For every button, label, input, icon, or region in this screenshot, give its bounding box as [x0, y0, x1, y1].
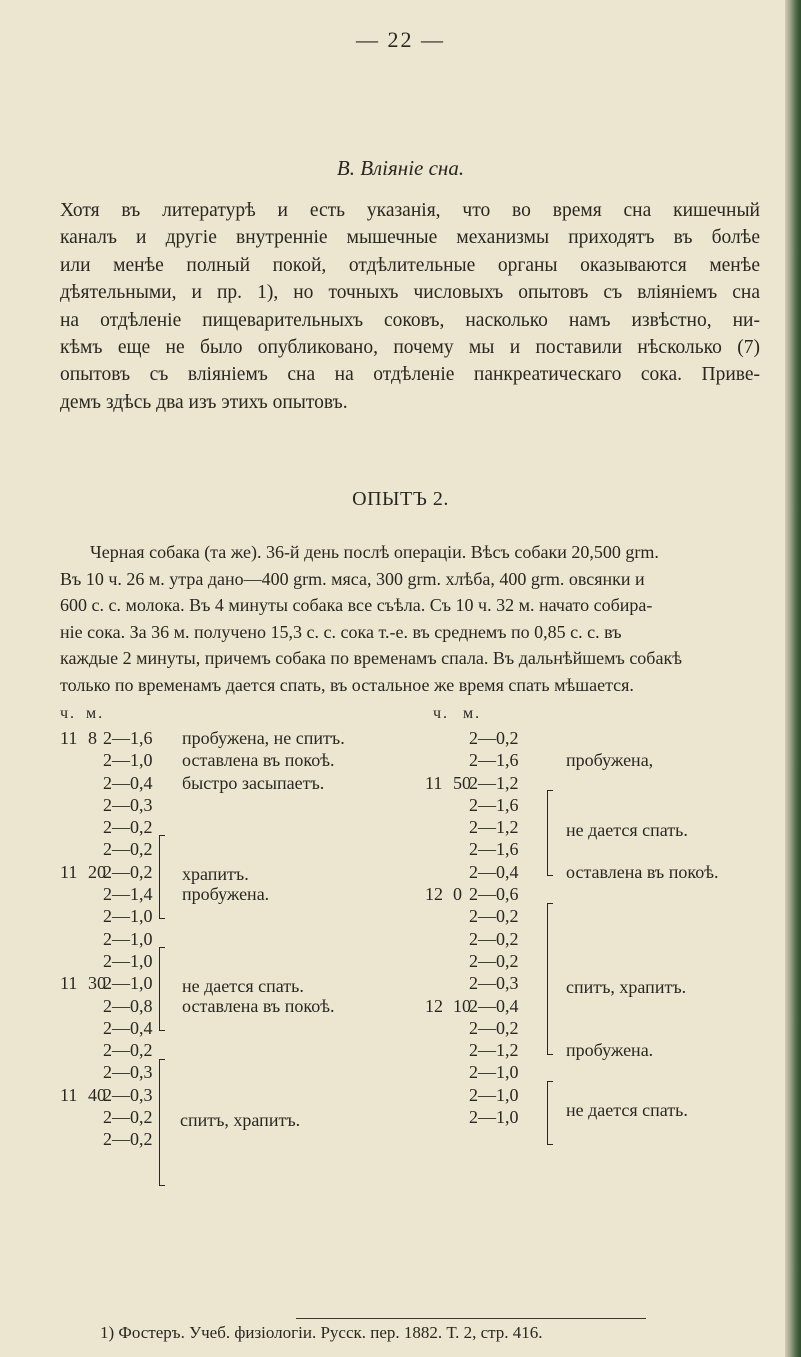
table-row [425, 794, 770, 816]
secretion-value: 2—1,6 [469, 750, 519, 771]
secretion-value: 2—0,2 [103, 1107, 153, 1128]
table-row [60, 995, 380, 1017]
time-minutes: 10 [453, 995, 471, 1016]
secretion-value: 2—0,2 [469, 1017, 519, 1038]
page-number: — 22 — [356, 27, 445, 52]
table-row [425, 861, 770, 883]
table-row [425, 727, 770, 749]
time-minutes: 20 [88, 861, 106, 882]
right-brace-no-sleep-2 [547, 1082, 554, 1144]
intro-line: кѣмъ еще не было опубликовано, почему мы и поставили нѣсколько (7) [60, 336, 760, 358]
intro-line: дѣятельными, и пр. 1), но точныхъ числовыхъ опытовъ съ вліяніемъ сна [60, 282, 760, 304]
table-row [60, 1128, 380, 1150]
right-group-label: спитъ, храпитъ. [566, 977, 687, 997]
secretion-value: 2—0,4 [103, 772, 153, 793]
secretion-value: 2—0,2 [469, 950, 519, 971]
secretion-value: 2—0,8 [103, 995, 153, 1016]
table-row [425, 1017, 770, 1039]
table-row [60, 1039, 380, 1061]
secretion-value: 2—0,2 [103, 839, 153, 860]
time-hours: 12 [425, 884, 443, 905]
left-brace-sleeping [159, 1060, 166, 1185]
time-hours: 11 [60, 728, 78, 748]
secretion-value: 2—0,2 [103, 1040, 153, 1061]
footnote-divider [296, 1318, 646, 1319]
secretion-value: 2—0,2 [103, 817, 153, 838]
experiment-line: Въ 10 ч. 26 м. утра дано—400 grm. мяса, 300 grm. хлѣба, 400 grm. овсянки и [60, 568, 645, 589]
secretion-value: 2—1,0 [469, 1107, 519, 1128]
footnote: 1) Фостеръ. Учеб. физіологіи. Русск. пер. 1882. Т. 2, стр. 416. [100, 1323, 543, 1342]
table-row [60, 950, 380, 972]
table-row [425, 749, 770, 771]
secretion-value: 2—1,2 [469, 1040, 519, 1061]
left-group-label: спитъ, храпитъ. [180, 1110, 301, 1130]
secretion-value: 2—0,3 [103, 1084, 153, 1105]
time-hours: 11 [60, 973, 78, 994]
intro-line: или менѣе полный покой, отдѣлительные органы оказываются менѣе [60, 254, 760, 276]
secretion-value: 2—0,2 [469, 928, 519, 949]
left-brace-no-sleep [159, 948, 166, 1030]
time-hours: 11 [60, 861, 78, 882]
left-header-hours: ч. [60, 705, 77, 722]
right-brace-no-sleep [547, 791, 554, 875]
left-measurement-table [60, 727, 380, 1151]
time-minutes: 30 [88, 973, 106, 994]
table-row [425, 838, 770, 860]
time-hours: 12 [425, 995, 443, 1016]
secretion-value: 2—0,4 [469, 995, 519, 1016]
secretion-value: 2—0,6 [469, 884, 519, 905]
secretion-value: 2—1,6 [103, 728, 153, 748]
table-row [60, 1017, 380, 1039]
table-row [425, 1039, 770, 1061]
time-minutes: 40 [88, 1084, 106, 1105]
experiment-line: каждые 2 минуты, причемъ собака по временамъ спала. Въ дальнѣйшемъ собакѣ [60, 648, 682, 669]
secretion-value: 2—1,0 [469, 1084, 519, 1105]
table-row [60, 727, 380, 749]
observation-note: пробужена. [182, 884, 270, 905]
secretion-value: 2—0,2 [469, 728, 519, 748]
secretion-value: 2—0,3 [103, 794, 153, 815]
intro-line: на отдѣленіе пищеварительныхъ соковъ, насколько намъ извѣстно, ни- [60, 309, 760, 331]
intro-line: опытовъ съ вліяніемъ сна на отдѣленіе панкреатическаго сока. Приве- [60, 364, 760, 386]
secretion-value: 2—0,4 [103, 1017, 153, 1038]
secretion-value: 2—1,0 [103, 973, 153, 994]
secretion-value: 2—1,4 [103, 884, 153, 905]
table-row [60, 794, 380, 816]
table-row [60, 1061, 380, 1083]
left-group-label: не дается спать. [182, 976, 304, 996]
time-minutes: 50 [453, 772, 471, 793]
time-minutes: 8 [88, 728, 97, 748]
table-row [60, 928, 380, 950]
observation-note: пробужена, [566, 750, 654, 771]
right-measurement-table [425, 727, 770, 1128]
time-hours: 11 [60, 1084, 78, 1105]
intro-line: демъ здѣсь два изъ этихъ опытовъ. [60, 391, 348, 413]
right-header-hours: ч. [433, 705, 450, 722]
table-row [425, 950, 770, 972]
experiment-description [60, 539, 760, 699]
secretion-value: 2—1,6 [469, 839, 519, 860]
secretion-value: 2—1,2 [469, 817, 519, 838]
secretion-value: 2—1,0 [103, 906, 153, 927]
experiment-line: ніе сока. За 36 м. получено 15,3 с. с. сока т.-е. въ среднемъ по 0,85 с. с. въ [60, 621, 622, 642]
observation-note: оставлена въ покоѣ. [566, 861, 719, 882]
secretion-value: 2—0,3 [103, 1062, 153, 1083]
table-row [60, 905, 380, 927]
experiment-line: 600 с. с. молока. Въ 4 минуты собака все съѣла. Съ 10 ч. 32 м. начато собира- [60, 595, 653, 616]
experiment-title: ОПЫТЪ 2. [352, 488, 449, 510]
secretion-value: 2—1,6 [469, 794, 519, 815]
section-title: В. Вліяніе сна. [336, 156, 465, 180]
secretion-value: 2—1,0 [103, 928, 153, 949]
observation-note: пробужена, не спитъ. [182, 728, 345, 748]
page-edge [785, 0, 801, 1357]
table-row [60, 838, 380, 860]
observation-note: оставлена въ покоѣ. [182, 995, 335, 1016]
secretion-value: 2—0,2 [469, 906, 519, 927]
secretion-value: 2—1,2 [469, 772, 519, 793]
right-group-label: не дается спать. [566, 820, 688, 840]
table-row [60, 772, 380, 794]
intro-line: каналъ и другіе внутренніе мышечные механизмы приходятъ въ болѣе [60, 227, 760, 249]
right-header-minutes: м. [463, 705, 482, 722]
left-header-minutes: м. [86, 705, 105, 722]
left-brace-snoring [159, 836, 166, 918]
secretion-value: 2—1,0 [103, 950, 153, 971]
table-row [425, 883, 770, 905]
right-brace-sleeping [547, 904, 554, 1054]
secretion-value: 2—1,0 [469, 1062, 519, 1083]
secretion-value: 2—0,4 [469, 861, 519, 882]
time-minutes: 0 [453, 884, 462, 905]
table-row [425, 1061, 770, 1083]
table-row [425, 772, 770, 794]
observation-note: оставлена въ покоѣ. [182, 750, 335, 771]
table-row [60, 1084, 380, 1106]
table-row [60, 816, 380, 838]
experiment-line: только по временамъ дается спать, въ остальное же время спать мѣшается. [60, 674, 634, 695]
table-row [425, 905, 770, 927]
intro-paragraph [60, 197, 760, 416]
table-row [425, 928, 770, 950]
secretion-value: 2—0,2 [103, 861, 153, 882]
table-row [60, 749, 380, 771]
secretion-value: 2—0,3 [469, 973, 519, 994]
table-row [60, 883, 380, 905]
left-group-label: храпитъ. [182, 864, 249, 884]
secretion-value: 2—1,0 [103, 750, 153, 771]
observation-note: быстро засыпаетъ. [182, 772, 325, 793]
intro-line: Хотя въ литературѣ и есть указанія, что во время сна кишечный [60, 200, 760, 221]
secretion-value: 2—0,2 [103, 1129, 153, 1150]
time-hours: 11 [425, 772, 443, 793]
experiment-line: Черная собака (та же). 36-й день послѣ операціи. Вѣсъ собаки 20,500 grm. [90, 542, 659, 562]
right-group-label: не дается спать. [566, 1100, 688, 1120]
observation-note: пробужена. [566, 1040, 654, 1061]
